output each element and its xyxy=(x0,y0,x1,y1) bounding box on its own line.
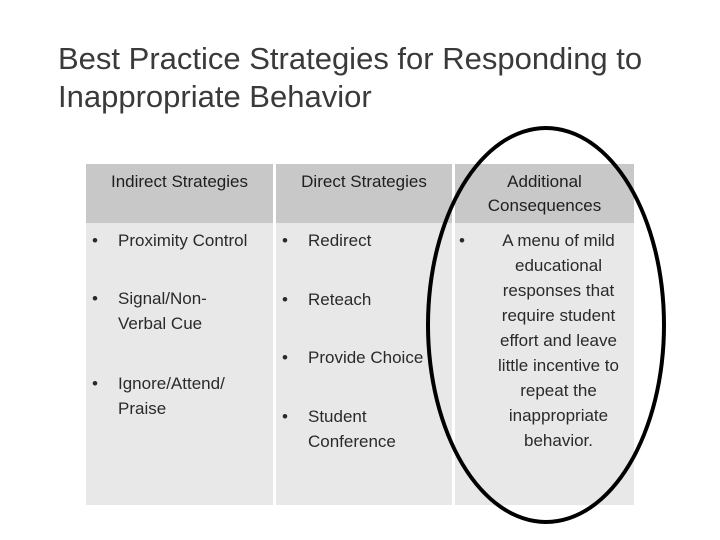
list-item xyxy=(276,287,452,312)
direct-strategies-header xyxy=(276,164,452,223)
indirect-strategies-header xyxy=(86,164,273,223)
indirect-strategies-column xyxy=(86,164,273,505)
bullet-icon: • xyxy=(92,231,98,250)
list-item-text: Ignore/Attend/ Praise xyxy=(118,374,225,418)
direct-strategies-header-label: Direct Strategies xyxy=(301,172,427,191)
slide-title-line-2: Inappropriate Behavior xyxy=(58,79,372,114)
direct-strategies-column xyxy=(276,164,452,505)
strategies-table xyxy=(86,164,634,505)
bullet-icon: • xyxy=(282,348,288,367)
additional-consequences-header-line-2: Consequences xyxy=(487,196,602,215)
list-item-text: Proximity Control xyxy=(118,231,248,250)
list-item-text: Signal/Non-Verbal Cue xyxy=(118,289,207,333)
bullet-icon: • xyxy=(282,231,288,250)
list-item xyxy=(276,404,416,454)
list-item xyxy=(276,228,452,253)
slide-title xyxy=(58,40,698,116)
slide-title-line-1: Best Practice Strategies for Responding to xyxy=(58,41,643,76)
bullet-icon: • xyxy=(282,407,288,426)
list-item-text: Provide Choice xyxy=(308,348,424,367)
additional-consequences-header xyxy=(455,164,634,223)
list-item xyxy=(86,228,273,253)
list-item xyxy=(86,286,236,336)
additional-consequences-column xyxy=(455,164,634,505)
list-item-text: Reteach xyxy=(308,290,372,309)
list-item-text: A menu of mild educational responses that require student effort and leave little incentive to repeat the inappropriate behavior. xyxy=(498,231,619,450)
bullet-icon: • xyxy=(459,231,465,250)
bullet-icon: • xyxy=(92,374,98,393)
bullet-icon: • xyxy=(92,289,98,308)
list-item xyxy=(276,345,452,370)
additional-consequences-header-line-1: Additional xyxy=(507,172,582,191)
bullet-icon: • xyxy=(282,290,288,309)
list-item-text: Student Conference xyxy=(308,407,396,451)
indirect-strategies-header-label: Indirect Strategies xyxy=(110,172,248,191)
list-item xyxy=(86,371,264,421)
list-item xyxy=(455,228,634,453)
list-item-text: Redirect xyxy=(308,231,372,250)
